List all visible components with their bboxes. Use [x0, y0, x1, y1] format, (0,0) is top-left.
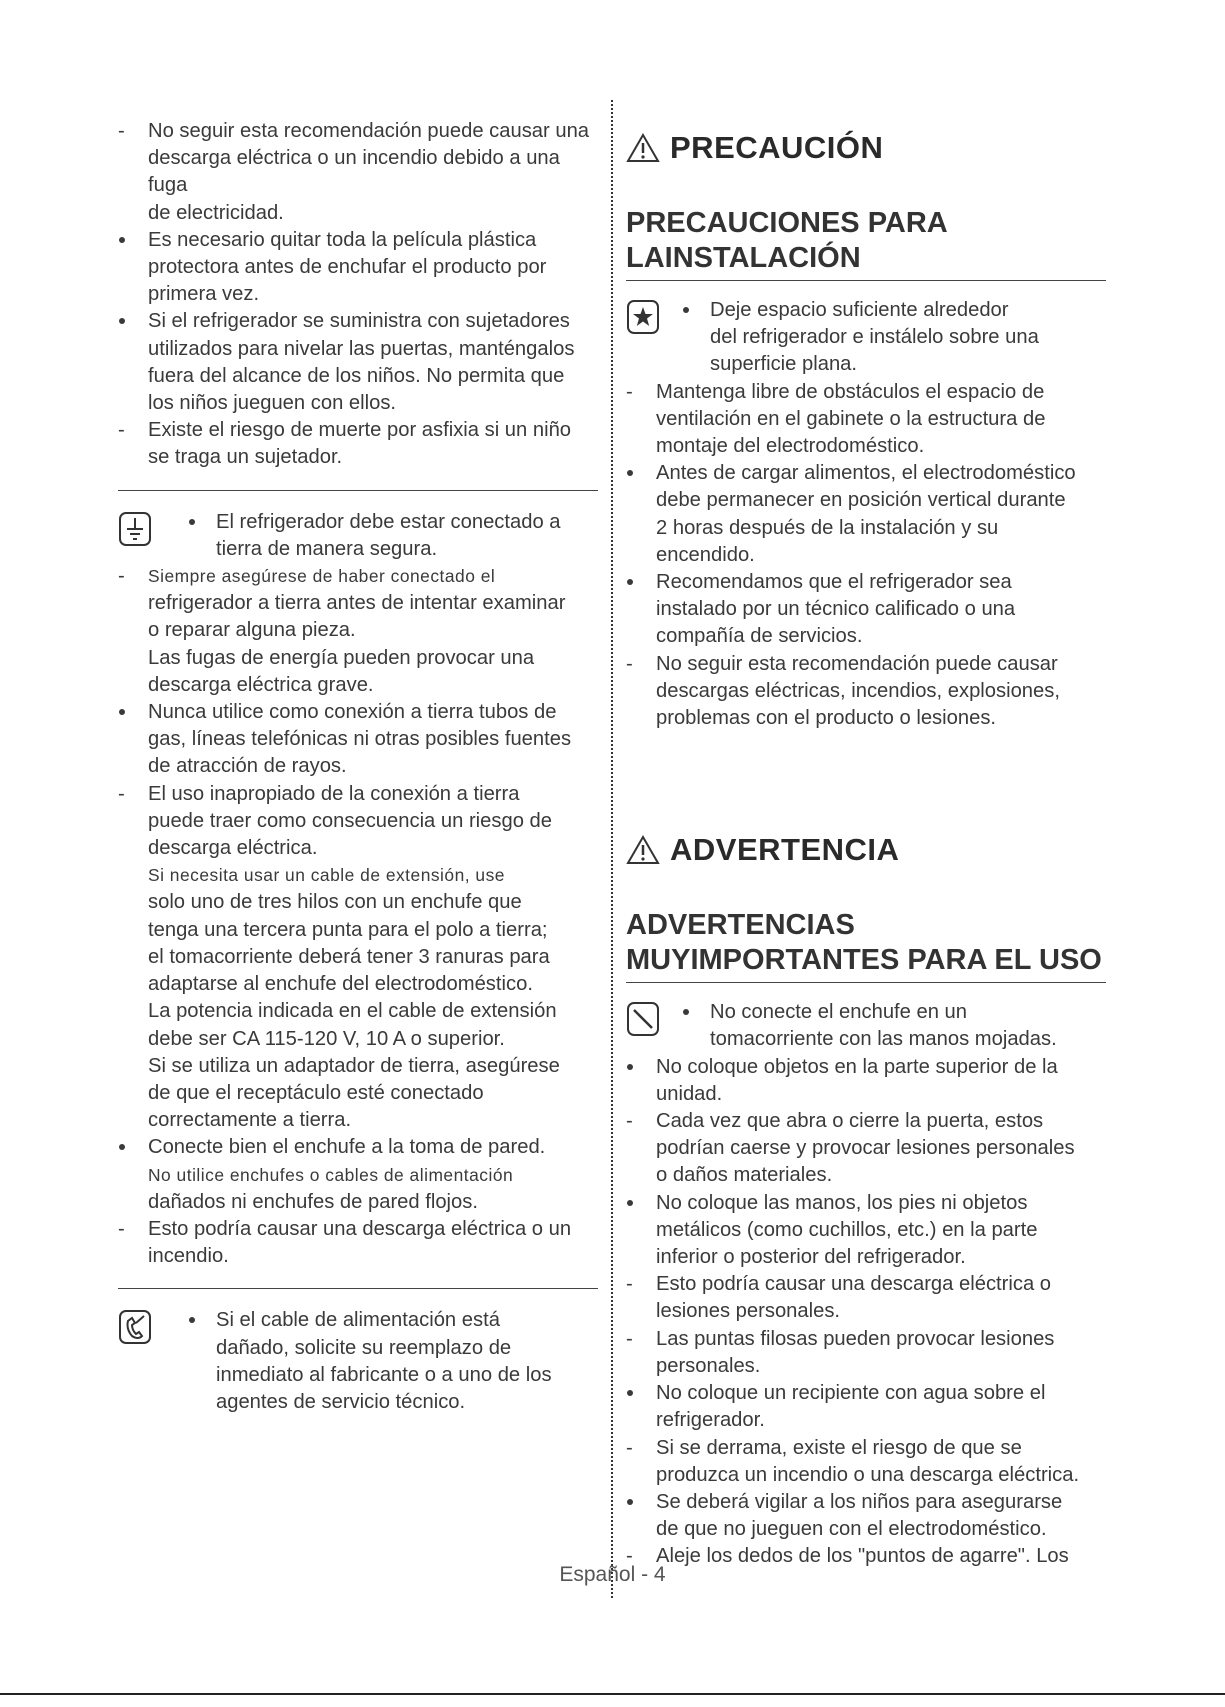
- list-item: [626, 460, 1106, 569]
- star-icon: [626, 299, 660, 335]
- text-line: Las fugas de energía pueden provocar una: [148, 646, 535, 669]
- text-line: Si se utiliza un adaptador de tierra, asegúrese: [148, 1054, 560, 1077]
- text-line: No seguir esta recomendación puede causar: [656, 652, 1058, 675]
- text-line: compañía de servicios.: [656, 625, 863, 648]
- text-line: INSTALACIÓN: [664, 242, 861, 274]
- list-item: [626, 1435, 1106, 1489]
- list-item: [118, 1216, 598, 1270]
- text-line: descargas eléctricas, incendios, explosiones,: [656, 679, 1060, 702]
- text-line: montaje del electrodoméstico.: [656, 435, 925, 458]
- text-line: superficie plana.: [710, 353, 858, 376]
- text-line: debe permanecer en posición vertical durante: [656, 489, 1066, 512]
- bullet-marker: [626, 1190, 642, 1217]
- text-line: del refrigerador e instálelo sobre una: [710, 326, 1039, 349]
- dash-marker: [626, 1271, 642, 1298]
- column-separator: [611, 100, 613, 1598]
- text-line: puede traer como consecuencia un riesgo de: [148, 809, 553, 832]
- text-line: utilizados para nivelar las puertas, manténgalos: [148, 337, 575, 360]
- dash-marker: [626, 1326, 642, 1353]
- text-line: Existe el riesgo de muerte por asfixia si un niño: [148, 419, 572, 442]
- bullet-marker: [118, 227, 134, 254]
- text-line: tierra de manera segura.: [216, 537, 438, 560]
- phone-icon: [118, 1309, 152, 1345]
- text-line: de que no jueguen con el electrodoméstico.: [656, 1518, 1047, 1541]
- text-line: encendido.: [656, 543, 755, 566]
- list-item: [626, 379, 1106, 461]
- phone-row: [118, 1307, 598, 1416]
- dash-marker: [118, 1216, 134, 1243]
- text-line: Esto podría causar una descarga eléctrica o: [656, 1273, 1052, 1296]
- text-line: ADVERTENCIAS MUY: [626, 909, 855, 977]
- text-line: Conecte bien el enchufe a la toma de pared.: [148, 1136, 546, 1159]
- text-line: primera vez.: [148, 283, 260, 306]
- text-line: correctamente a tierra.: [148, 1109, 352, 1132]
- text-line: 2 horas después de la instalación y su: [656, 516, 999, 539]
- right-block-1: [626, 379, 1106, 733]
- text-line: Si necesita usar un cable de extensión, use: [148, 865, 505, 886]
- text-line: instalado por un técnico calificado o una: [656, 598, 1016, 621]
- no-plug-row: [626, 999, 1106, 1053]
- precaucion-title: PRECAUCIÓN: [670, 130, 884, 165]
- text-line: de atracción de rayos.: [148, 755, 347, 778]
- list-item: [118, 308, 598, 417]
- list-item: [626, 1054, 1106, 1108]
- bullet-marker: [626, 1380, 642, 1407]
- list-item: [626, 1380, 1106, 1434]
- text-line: La potencia indicada en el cable de extensión: [148, 1000, 557, 1023]
- text-line: adaptarse al enchufe del electrodoméstico.: [148, 973, 533, 996]
- text-line: el tomacorriente deberá tener 3 ranuras para: [148, 945, 550, 968]
- bullet-marker: [626, 460, 642, 487]
- text-line: unidad.: [656, 1082, 723, 1105]
- dash-marker: [626, 379, 642, 406]
- ground-icon: [118, 511, 152, 547]
- list-item: [118, 781, 598, 1135]
- right-block-2: [626, 1054, 1106, 1571]
- text-line: descarga eléctrica o un incendio debido a una fuga: [148, 147, 560, 197]
- text-line: agentes de servicio técnico.: [216, 1390, 466, 1413]
- text-line: o reparar alguna pieza.: [148, 619, 356, 642]
- precaucion-heading: [626, 130, 1106, 166]
- advertencia-heading: [626, 832, 1106, 868]
- no-plug-icon: [626, 1001, 660, 1037]
- star-row: [626, 297, 1106, 379]
- text-line: Las puntas filosas pueden provocar lesiones: [656, 1327, 1055, 1350]
- dash-marker: [626, 651, 642, 678]
- text-line: solo uno de tres hilos con un enchufe que: [148, 891, 522, 914]
- text-line: o daños materiales.: [656, 1164, 833, 1187]
- list-item: [626, 1190, 1106, 1272]
- text-line: tenga una tercera punta para el polo a tierra;: [148, 918, 548, 941]
- dash-marker: [118, 781, 134, 808]
- text-line: No coloque objetos en la parte superior de la: [656, 1055, 1058, 1078]
- left-block-2: [118, 563, 598, 1270]
- text-line: Si el refrigerador se suministra con sujetadores: [148, 310, 570, 333]
- divider: [118, 1288, 598, 1289]
- list-item: [188, 1307, 598, 1416]
- list-item: [118, 563, 598, 699]
- text-line: se traga un sujetador.: [148, 446, 343, 469]
- divider: [118, 490, 598, 491]
- text-line: No coloque las manos, los pies ni objetos: [656, 1191, 1028, 1214]
- text-line: No conecte el enchufe en un: [710, 1001, 968, 1024]
- list-item: [188, 509, 598, 563]
- text-line: lesiones personales.: [656, 1300, 841, 1323]
- text-line: No seguir esta recomendación puede causar una: [148, 120, 590, 142]
- text-line: debe ser CA 115-120 V, 10 A o superior.: [148, 1027, 505, 1050]
- bullet-marker: [118, 699, 134, 726]
- list-item: [682, 297, 1106, 379]
- text-line: tomacorriente con las manos mojadas.: [710, 1028, 1057, 1051]
- list-item: [626, 651, 1106, 733]
- text-line: Es necesario quitar toda la película plástica: [148, 228, 537, 251]
- dash-marker: [118, 417, 134, 444]
- bullet-marker: [118, 308, 134, 335]
- text-line: IMPORTANTES PARA EL USO: [690, 944, 1102, 977]
- text-line: metálicos (como cuchillos, etc.) en la parte: [656, 1218, 1038, 1241]
- text-line: Si el cable de alimentación está: [216, 1309, 500, 1332]
- list-item: [118, 417, 598, 471]
- dash-marker: [118, 118, 134, 145]
- text-line: incendio.: [148, 1245, 229, 1268]
- text-line: El refrigerador debe estar conectado a: [216, 510, 561, 533]
- text-line: Se deberá vigilar a los niños para asegurarse: [656, 1490, 1063, 1513]
- advertencia-title: ADVERTENCIA: [670, 832, 900, 868]
- text-line: No coloque un recipiente con agua sobre el: [656, 1382, 1046, 1405]
- text-line: Siempre asegúrese de haber conectado el: [148, 566, 496, 587]
- text-line: ventilación en el gabinete o la estructura de: [656, 407, 1046, 430]
- text-line: dañado, solicite su reemplazo de: [216, 1336, 512, 1359]
- warning-triangle-icon: [626, 133, 660, 163]
- left-block-1: [118, 118, 598, 472]
- bottom-border: [0, 1693, 1225, 1695]
- warning-triangle-icon: [626, 835, 660, 865]
- text-line: No utilice enchufes o cables de alimentación: [148, 1164, 514, 1185]
- text-line: refrigerador a tierra antes de intentar examinar: [148, 592, 566, 615]
- text-line: Si se derrama, existe el riesgo de que se: [656, 1436, 1022, 1459]
- dash-marker: [626, 1435, 642, 1462]
- text-line: PRECAUCIONES PARA LA: [626, 207, 947, 274]
- text-line: los niños jueguen con ellos.: [148, 392, 397, 415]
- text-line: gas, líneas telefónicas ni otras posibles fuentes: [148, 728, 572, 751]
- text-line: Recomendamos que el refrigerador sea: [656, 571, 1012, 594]
- ground-row: [118, 509, 598, 563]
- list-item: [626, 1108, 1106, 1190]
- list-item: [626, 1326, 1106, 1380]
- text-line: personales.: [656, 1354, 761, 1377]
- text-line: podrían caerse y provocar lesiones personales: [656, 1137, 1075, 1160]
- bullet-marker: [626, 1054, 642, 1081]
- text-line: de que el receptáculo esté conectado: [148, 1081, 484, 1104]
- text-line: Cada vez que abra o cierre la puerta, estos: [656, 1110, 1044, 1133]
- text-line: inferior o posterior del refrigerador.: [656, 1246, 966, 1269]
- page-footer: Español - 4: [559, 1563, 666, 1586]
- section-title-instalacion: [626, 206, 1106, 281]
- text-line: refrigerador.: [656, 1409, 765, 1432]
- left-column: [118, 118, 598, 1416]
- right-column: [626, 120, 1106, 1571]
- list-item: [626, 1271, 1106, 1325]
- text-line: protectora antes de enchufar el producto por: [148, 256, 547, 279]
- bullet-marker: [626, 569, 642, 596]
- text-line: produzca un incendio o una descarga eléctrica.: [656, 1463, 1080, 1486]
- list-item: [682, 999, 1106, 1053]
- bullet-marker: [118, 1134, 134, 1161]
- text-line: Nunca utilice como conexión a tierra tubos de: [148, 701, 557, 724]
- text-line: Deje espacio suficiente alrededor: [710, 299, 1009, 321]
- text-line: Esto podría causar una descarga eléctrica o un: [148, 1217, 572, 1240]
- dash-marker: [626, 1108, 642, 1135]
- text-line: descarga eléctrica grave.: [148, 673, 374, 696]
- list-item: [626, 1489, 1106, 1543]
- text-line: problemas con el producto o lesiones.: [656, 707, 997, 730]
- bullet-marker: [626, 1489, 642, 1516]
- list-item: [118, 699, 598, 781]
- text-line: descarga eléctrica.: [148, 837, 318, 860]
- dash-marker: [118, 563, 134, 590]
- text-line: fuera del alcance de los niños. No permita que: [148, 364, 565, 387]
- text-line: Mantenga libre de obstáculos el espacio de: [656, 380, 1045, 403]
- text-line: de electricidad.: [148, 201, 284, 224]
- list-item: [118, 118, 598, 227]
- list-item: [626, 569, 1106, 651]
- text-line: Antes de cargar alimentos, el electrodoméstico: [656, 462, 1076, 485]
- text-line: Aleje los dedos de los "puntos de agarre". Los: [656, 1545, 1069, 1568]
- section-title-uso: [626, 908, 1106, 983]
- text-line: El uso inapropiado de la conexión a tierra: [148, 782, 520, 805]
- text-line: dañados ni enchufes de pared flojos.: [148, 1190, 478, 1213]
- text-line: inmediato al fabricante o a uno de los: [216, 1363, 552, 1386]
- list-item: [118, 1134, 598, 1216]
- list-item: [118, 227, 598, 309]
